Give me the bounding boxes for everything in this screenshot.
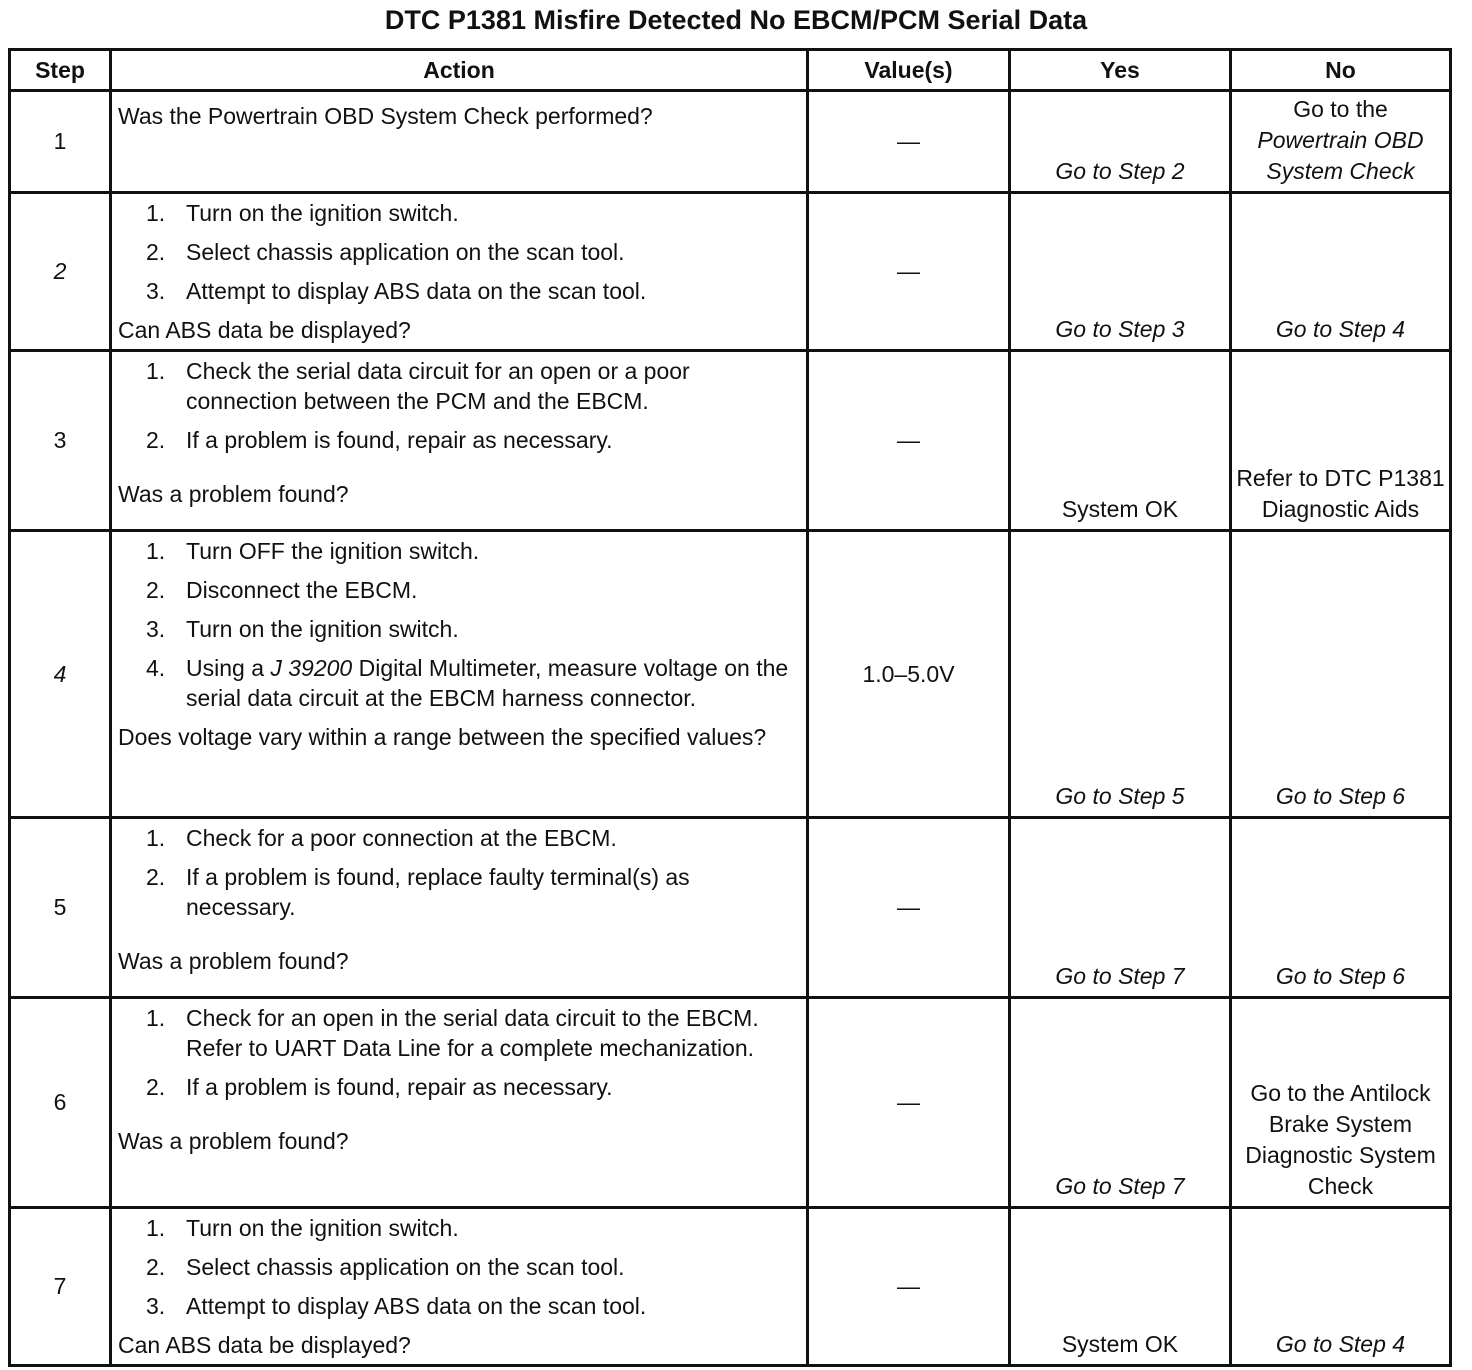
action-steps	[118, 1213, 798, 1321]
list-item: 2. If a problem is found, repair as necessary.	[146, 1074, 613, 1100]
diagnostic-table	[8, 48, 1452, 1367]
header-value: Value(s)	[808, 50, 1010, 91]
action-question: Was a problem found?	[118, 948, 349, 974]
table-header-row	[10, 50, 1451, 91]
action-question: Can ABS data be displayed?	[118, 317, 411, 343]
value-cell: —	[808, 351, 1010, 531]
action-cell	[111, 193, 808, 351]
list-item: 3. Turn on the ignition switch.	[146, 616, 459, 642]
no-cell	[1231, 91, 1451, 193]
table-row	[10, 193, 1451, 351]
table-row	[10, 91, 1451, 193]
step-number: 7	[10, 1208, 111, 1366]
action-cell	[111, 91, 808, 193]
list-item: 3. Attempt to display ABS data on the scan tool.	[146, 278, 647, 304]
table-row	[10, 531, 1451, 818]
list-item: 1. Check the serial data circuit for an open or a poor connection between the PCM and the EBCM.	[146, 358, 690, 414]
step-number: 6	[10, 998, 111, 1208]
yes-cell: System OK	[1010, 1208, 1231, 1366]
list-item: 1. Turn on the ignition switch.	[146, 200, 459, 226]
yes-cell: Go to Step 7	[1010, 998, 1231, 1208]
no-cell: Go to the Antilock Brake System Diagnostic System Check	[1231, 998, 1451, 1208]
action-steps	[118, 536, 798, 713]
list-item: 4. Using a J 39200 Digital Multimeter, measure voltage on the serial data circuit at the EBCM harness connector.	[146, 655, 789, 711]
value-cell: —	[808, 998, 1010, 1208]
page-title: DTC P1381 Misfire Detected No EBCM/PCM Serial Data	[384, 5, 1088, 35]
value-cell: —	[808, 91, 1010, 193]
header-action: Action	[111, 50, 808, 91]
no-italic: Powertrain OBD System Check	[1257, 127, 1424, 184]
list-item: 1. Turn on the ignition switch.	[146, 1215, 459, 1241]
list-item: 1. Check for a poor connection at the EBCM.	[146, 825, 617, 851]
table-row	[10, 1208, 1451, 1366]
step-number: 3	[10, 351, 111, 531]
action-cell	[111, 1208, 808, 1366]
action-question: Was a problem found?	[118, 481, 349, 507]
action-cell	[111, 351, 808, 531]
value-cell: —	[808, 818, 1010, 998]
no-prefix: Go to the	[1293, 96, 1388, 122]
table-row	[10, 818, 1451, 998]
list-item: 2. Disconnect the EBCM.	[146, 577, 418, 603]
list-item: 3. Attempt to display ABS data on the scan tool.	[146, 1293, 647, 1319]
no-cell: Go to Step 6	[1231, 531, 1451, 818]
action-steps	[118, 1003, 798, 1102]
no-cell: Refer to DTC P1381 Diagnostic Aids	[1231, 351, 1451, 531]
no-cell: Go to Step 4	[1231, 1208, 1451, 1366]
list-item: 1. Check for an open in the serial data circuit to the EBCM. Refer to UART Data Line for a complete mechanization.	[146, 1005, 759, 1061]
value-cell: —	[808, 1208, 1010, 1366]
step-number: 2	[10, 193, 111, 351]
no-cell: Go to Step 6	[1231, 818, 1451, 998]
action-steps	[118, 198, 798, 306]
yes-cell: System OK	[1010, 351, 1231, 531]
action-question: Can ABS data be displayed?	[118, 1332, 411, 1358]
yes-cell: Go to Step 5	[1010, 531, 1231, 818]
action-cell	[111, 531, 808, 818]
action-question: Does voltage vary within a range between the specified values?	[118, 724, 767, 750]
table-row	[10, 351, 1451, 531]
list-item: 1. Turn OFF the ignition switch.	[146, 538, 480, 564]
value-cell: —	[808, 193, 1010, 351]
step-number: 4	[10, 531, 111, 818]
yes-cell: Go to Step 7	[1010, 818, 1231, 998]
action-steps	[118, 356, 798, 455]
table-row	[10, 998, 1451, 1208]
header-yes: Yes	[1010, 50, 1231, 91]
step-number: 5	[10, 818, 111, 998]
list-item: 2. Select chassis application on the scan tool.	[146, 239, 625, 265]
list-item: 2. Select chassis application on the scan tool.	[146, 1254, 625, 1280]
action-cell	[111, 818, 808, 998]
action-question: Was the Powertrain OBD System Check performed?	[118, 103, 653, 129]
yes-cell: Go to Step 2	[1010, 91, 1231, 193]
action-question: Was a problem found?	[118, 1128, 349, 1154]
no-cell: Go to Step 4	[1231, 193, 1451, 351]
list-item: 2. If a problem is found, replace faulty terminal(s) as necessary.	[146, 864, 690, 920]
action-steps	[118, 823, 798, 922]
list-item: 2. If a problem is found, repair as necessary.	[146, 427, 613, 453]
yes-cell: Go to Step 3	[1010, 193, 1231, 351]
step-number: 1	[10, 91, 111, 193]
header-step: Step	[10, 50, 111, 91]
header-no: No	[1231, 50, 1451, 91]
action-cell	[111, 998, 808, 1208]
value-cell: 1.0–5.0V	[808, 531, 1010, 818]
